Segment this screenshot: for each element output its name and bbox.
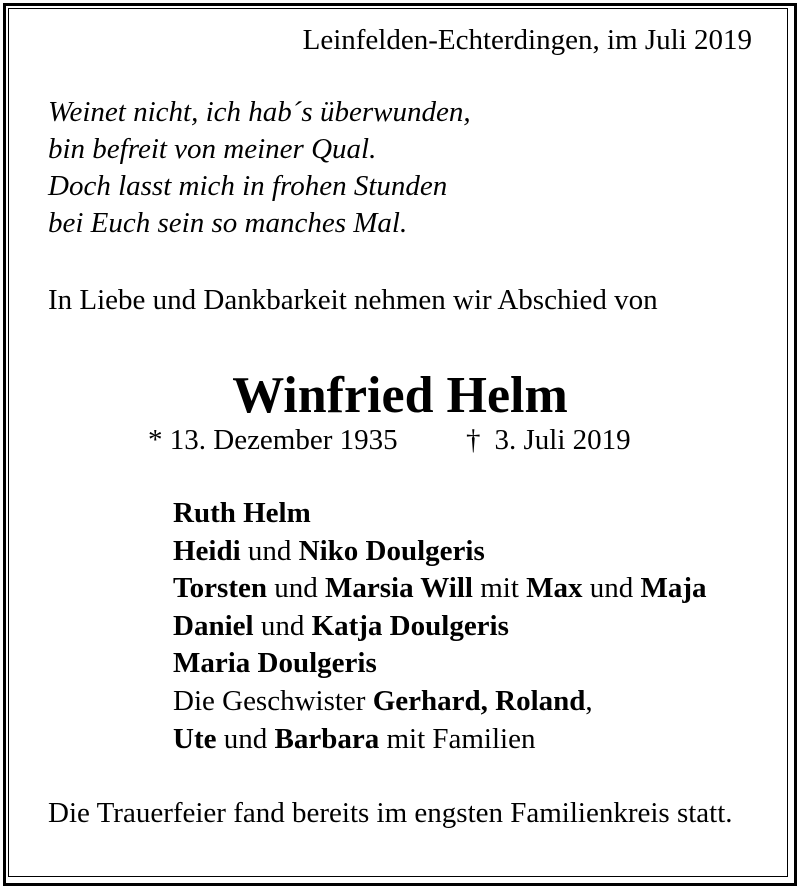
birth-date xyxy=(148,422,398,458)
mourner-name: Torsten xyxy=(173,572,267,605)
birth-symbol: * xyxy=(148,424,163,456)
family-line xyxy=(173,683,707,721)
death-date-value: 3. Juli 2019 xyxy=(494,424,631,456)
birth-date-value: 13. Dezember 1935 xyxy=(169,424,398,456)
death-date xyxy=(466,422,631,458)
connector-text: und xyxy=(260,609,305,642)
connector-text: Die Geschwister xyxy=(173,684,366,717)
poem-line: Doch lasst mich in frohen Stunden xyxy=(48,170,448,202)
connector-text: mit xyxy=(480,572,519,605)
connector-text: und xyxy=(247,534,292,567)
mourner-name: Maja xyxy=(640,572,707,605)
place-date: Leinfelden-Echterdingen, im Juli 2019 xyxy=(302,24,752,56)
closing-text: Die Trauerfeier fand bereits im engsten Familienkreis statt. xyxy=(48,797,733,829)
mourner-name: Daniel xyxy=(173,609,254,642)
family-line xyxy=(173,570,707,608)
connector-text: mit Familien xyxy=(386,722,536,755)
family-line xyxy=(173,645,707,683)
mourner-name: Maria Doulgeris xyxy=(173,647,377,680)
family-line xyxy=(173,533,707,571)
connector-text: und xyxy=(274,572,318,605)
poem-line: bei Euch sein so manches Mal. xyxy=(48,207,408,239)
mourner-name: Barbara xyxy=(274,722,380,755)
poem-line: Weinet nicht, ich hab´s überwunden, xyxy=(48,96,471,128)
intro-text: In Liebe und Dankbarkeit nehmen wir Abschied von xyxy=(48,284,658,316)
poem xyxy=(48,94,471,242)
family-line xyxy=(173,495,707,533)
mourner-name: Katja Doulgeris xyxy=(311,609,509,642)
poem-line: bin befreit von meiner Qual. xyxy=(48,133,377,165)
mourner-name: Marsia Will xyxy=(325,572,473,605)
family-list xyxy=(173,495,707,758)
mourner-name: Max xyxy=(526,572,583,605)
family-line xyxy=(173,721,707,759)
deceased-name: Winfried Helm xyxy=(232,367,568,424)
mourner-name: Ute xyxy=(173,722,217,755)
mourner-name: Ruth Helm xyxy=(173,497,311,529)
connector-text: und xyxy=(589,572,634,605)
connector-text: , xyxy=(585,684,593,717)
cross-icon: † xyxy=(466,424,481,456)
mourner-name: Niko Doulgeris xyxy=(298,534,485,567)
connector-text: und xyxy=(223,722,268,755)
family-line xyxy=(173,608,707,646)
mourner-name: Gerhard, Roland xyxy=(372,684,586,717)
mourner-name: Heidi xyxy=(173,534,241,567)
